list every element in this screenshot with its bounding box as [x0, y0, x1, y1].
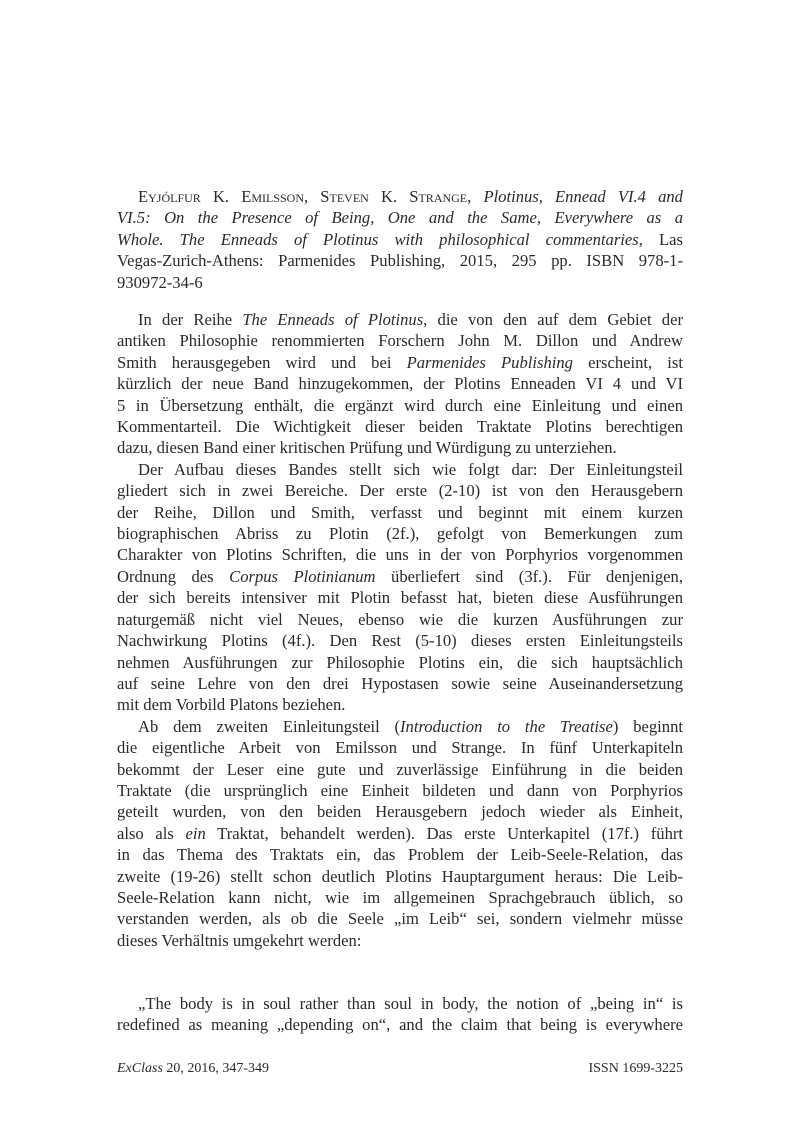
body-line	[117, 887, 683, 908]
body-line	[117, 716, 683, 737]
text-run: erscheint, ist	[572, 352, 683, 372]
quote-line	[117, 993, 683, 1014]
text-run: Smith herausgegeben wird und bei	[117, 352, 407, 372]
text-run: ) beginnt	[612, 716, 683, 736]
text-run: redefined as meaning „depending on“, and the claim that being is everywhere	[117, 1015, 683, 1035]
text-run: „The body is in soul rather than soul in body, the notion of „being in“ is	[138, 994, 683, 1013]
text-run: in das Thema des Traktats ein, das Problem der Leib-Seele-Relation, das	[117, 845, 683, 865]
author-name: Steven	[320, 187, 369, 206]
text-run: dazu, diesen Band einer kritischen Prüfung und Würdigung zu unterziehen.	[117, 438, 617, 458]
body-line	[117, 352, 683, 373]
text-run: Ordnung des	[117, 566, 230, 586]
quote-line	[117, 1014, 683, 1035]
body-line	[117, 780, 683, 801]
text-run: dieses Verhältnis umgekehrt werden:	[117, 930, 362, 950]
journal-name: ExClass	[117, 1061, 163, 1076]
body-line	[117, 502, 683, 523]
body-line	[117, 844, 683, 865]
italic-text: Corpus Plotinianum	[229, 566, 376, 586]
body-line	[117, 330, 683, 351]
header-line	[117, 272, 683, 293]
review-body-text	[117, 309, 683, 951]
body-line	[117, 309, 683, 330]
text-run: zweite (19-26) stellt schon deutlich Plotins Hauptargument heraus: Die Leib-	[117, 866, 683, 886]
volume-pages: 20, 2016, 347-349	[162, 1061, 270, 1076]
body-line	[117, 373, 683, 394]
text-run: ,	[467, 187, 484, 206]
body-line	[117, 673, 683, 694]
body-line	[117, 609, 683, 630]
italic-text: Whole. The Enneads of Plotinus with philosophical commentaries	[117, 229, 639, 249]
text-run: naturgemäß nicht viel Neues, ebenso wie die kurzen Ausführungen zur	[117, 609, 683, 629]
text-run: gliedert sich in zwei Bereiche. Der erste (2-10) ist von den Herausgebern	[117, 481, 683, 501]
text-run: , Las	[638, 229, 683, 249]
text-run: kürzlich der neue Band hinzugekommen, der Plotins Enneaden VI 4 und VI	[117, 374, 683, 394]
author-name: Eyjólfur	[138, 187, 201, 206]
footer-issn: ISSN 1699-3225	[588, 1061, 683, 1076]
italic-text: VI.5: On the Presence of Being, One and the Same, Everywhere as a	[117, 208, 683, 228]
text-run: die eigentliche Arbeit von Emilsson und Strange. In fünf Unterkapiteln	[117, 738, 683, 758]
text-run: ,	[304, 187, 321, 206]
body-line	[117, 759, 683, 780]
text-run: 5 in Übersetzung enthält, die ergänzt wird durch eine Einleitung und einen	[117, 395, 683, 415]
italic-text: ein	[185, 823, 206, 843]
body-line	[117, 459, 683, 480]
text-run: der Reihe, Dillon und Smith, verfasst und beginnt mit einem kurzen	[117, 502, 683, 522]
italic-text: Introduction to the Treatise	[400, 716, 613, 736]
text-run: der sich bereits intensiver mit Plotin befasst hat, bieten diese Ausführungen	[117, 588, 683, 608]
text-run: Vegas-Zurich-Athens: Parmenides Publishing, 2015, 295 pp. ISBN 978-1-	[117, 251, 683, 271]
text-run: Seele-Relation kann nicht, wie im allgemeinen Sprachgebrauch üblich, so	[117, 887, 683, 907]
italic-text: The Enneads of Plotinus	[242, 310, 424, 329]
text-run: überliefert sind (3f.). Für denjenigen,	[375, 566, 683, 586]
body-line	[117, 930, 683, 951]
body-line	[117, 801, 683, 822]
text-run: In der Reihe	[138, 310, 243, 329]
text-run: , die von den auf dem Gebiet der	[423, 310, 683, 329]
text-run: auf seine Lehre von den drei Hypostasen sowie seine Auseinandersetzung	[117, 673, 683, 693]
body-line	[117, 652, 683, 673]
author-name: Emilsson	[241, 187, 305, 206]
italic-text: Parmenides Publishing	[406, 352, 573, 372]
italic-text: Plotinus, Ennead VI.4 and	[483, 187, 683, 206]
block-quote	[117, 993, 683, 1036]
text-run: biographischen Abriss zu Plotin (2f.), gefolgt von Bemerkungen zum	[117, 524, 683, 544]
text-run: K.	[200, 187, 242, 206]
body-line	[117, 416, 683, 437]
text-run: Traktate (die ursprünglich eine Einheit bildeten und dann von Porphyrios	[117, 780, 683, 800]
body-line	[117, 566, 683, 587]
header-line	[117, 207, 683, 228]
body-line	[117, 737, 683, 758]
text-run: bekommt der Leser eine gute und zuverlässige Einführung in die beiden	[117, 759, 683, 779]
footer-journal-citation	[117, 1061, 269, 1077]
text-run: nehmen Ausführungen zur Philosophie Plotins ein, die sich hauptsächlich	[117, 652, 683, 672]
body-line	[117, 823, 683, 844]
text-run: also als	[117, 823, 186, 843]
body-line	[117, 694, 683, 715]
text-run: mit dem Vorbild Platons beziehen.	[117, 695, 346, 715]
text-run: Ab dem zweiten Einleitungsteil (	[138, 716, 401, 736]
text-run: verstanden werden, als ob die Seele „im Leib“ sei, sondern vielmehr müsse	[117, 909, 683, 929]
header-line	[117, 250, 683, 271]
header-line	[117, 229, 683, 250]
text-run: Traktat, behandelt werden). Das erste Unterkapitel (17f.) führt	[205, 823, 683, 843]
text-run: Charakter von Plotins Schriften, die uns in der von Porphyrios vorgenommen	[117, 545, 683, 565]
body-line	[117, 866, 683, 887]
text-run: antiken Philosophie renommierten Forschern John M. Dillon und Andrew	[117, 331, 683, 351]
body-line	[117, 544, 683, 565]
text-run: Kommentarteil. Die Wichtigkeit dieser beiden Traktate Plotins berechtigen	[117, 417, 683, 437]
text-run: Der Aufbau dieses Bandes stellt sich wie folgt dar: Der Einleitungsteil	[138, 459, 683, 479]
text-run: 930972-34-6	[117, 272, 203, 292]
review-bibliographic-header	[117, 186, 683, 293]
text-run: K.	[368, 187, 410, 206]
text-run: Nachwirkung Plotins (4f.). Den Rest (5-10) dieses ersten Einleitungsteils	[117, 631, 683, 651]
body-line	[117, 587, 683, 608]
body-line	[117, 908, 683, 929]
text-run: geteilt wurden, von den beiden Herausgebern jedoch wieder als Einheit,	[117, 802, 683, 822]
body-line	[117, 630, 683, 651]
body-line	[117, 395, 683, 416]
body-line	[117, 480, 683, 501]
author-name: Strange	[409, 187, 468, 206]
header-line	[117, 186, 683, 207]
body-line	[117, 437, 683, 458]
body-line	[117, 523, 683, 544]
